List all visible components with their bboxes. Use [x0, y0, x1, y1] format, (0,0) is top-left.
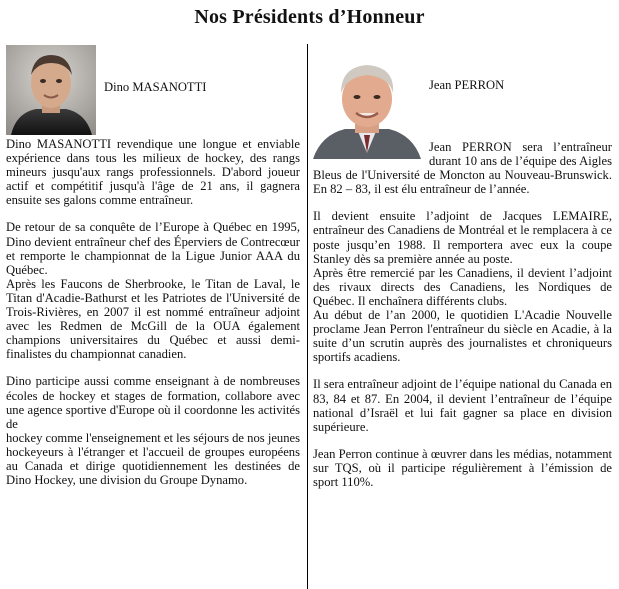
paragraph: Dino MASANOTTI revendique une longue et enviable expérience dans tous les milieux de hockey, des rangs mineurs jusqu'aux rangs professionnels. D'abord joueur actif et compétitif jusqu'à l'âge de 21 ans, il gagnera ensuite ses galons comme entraîneur.	[6, 137, 300, 208]
paragraph: Après être remercié par les Canadiens, il devient l’adjoint des rivaux directs des Canadiens, les Nordiques de Québec. Il enchaînera différents clubs.	[313, 265, 612, 308]
right-column	[313, 44, 612, 489]
paragraph: Dino participe aussi comme enseignant à de nombreuses écoles de hockey et stages de formation, collabore avec une agence sportive d'Europe où il coordonne les activités de	[6, 374, 300, 431]
paragraph: De retour de sa conquête de l’Europe à Québec en 1995, Dino devient entraîneur chef des Éperviers de Contrecœur et remporte le championnat de la Ligue Junior AAA du Québec.	[6, 220, 300, 277]
president-name-left: Dino MASANOTTI	[104, 80, 207, 94]
paragraph: Après les Faucons de Sherbrooke, le Titan de Laval, le Titan d'Acadie-Bathurst et les Patriotes de l'Université de Trois-Rivières, en 2007 il est nommé entraîneur adjoint avec les Redmen de McGill de la OUA également champions universitaires du Québec et aussi demi-finalistes du championnat canadien.	[6, 276, 300, 362]
paragraph: hockey comme l'enseignement et les séjours de nos jeunes hockeyeurs à l'étranger et l'accueil de groupes européens au Canada et dirige quotidiennement les destinées de Dino Hockey, une division du Groupe Dynamo.	[6, 430, 300, 488]
paragraph: Il devient ensuite l’adjoint de Jacques LEMAIRE, entraîneur des Canadiens de Montréal et le remplacera à ce poste jusqu’en 1988. Il remportera avec eux la coupe Stanley dès sa première année au poste.	[313, 209, 612, 266]
president-name-right: Jean PERRON	[429, 78, 505, 92]
page-title: Nos Présidents d’Honneur	[194, 6, 425, 28]
left-column	[6, 44, 300, 487]
paragraph: Il sera entraîneur adjoint de l’équipe national du Canada en 83, 84 et 87. En 2004, il devient l’entraîneur de l’équipe national d’Israël et lui fait gagner sa place en division supérieure.	[313, 377, 612, 434]
paragraph: Jean PERRON sera l’entraîneur durant 10 ans de l’équipe des Aigles Bleus de l'Université de Moncton au Nouveau-Brunswick. En 82 – 83, il est élu entraîneur de l’année.	[313, 140, 612, 197]
paragraph: Au début de l’an 2000, le quotidien L'Acadie Nouvelle proclame Jean Perron l'entraîneur du siècle en Acadie, à la suite d’un scrutin auprès des journalistes et chroniqueurs sportifs acadiens.	[313, 308, 612, 365]
portrait-dino-masanotti-icon	[6, 45, 96, 135]
paragraph: Jean Perron continue à œuvrer dans les médias, notamment sur TQS, où il participe régulièrement à l’émission de sport 110%.	[313, 446, 612, 489]
column-divider	[307, 44, 308, 589]
portrait-jean-perron-icon	[313, 55, 421, 159]
